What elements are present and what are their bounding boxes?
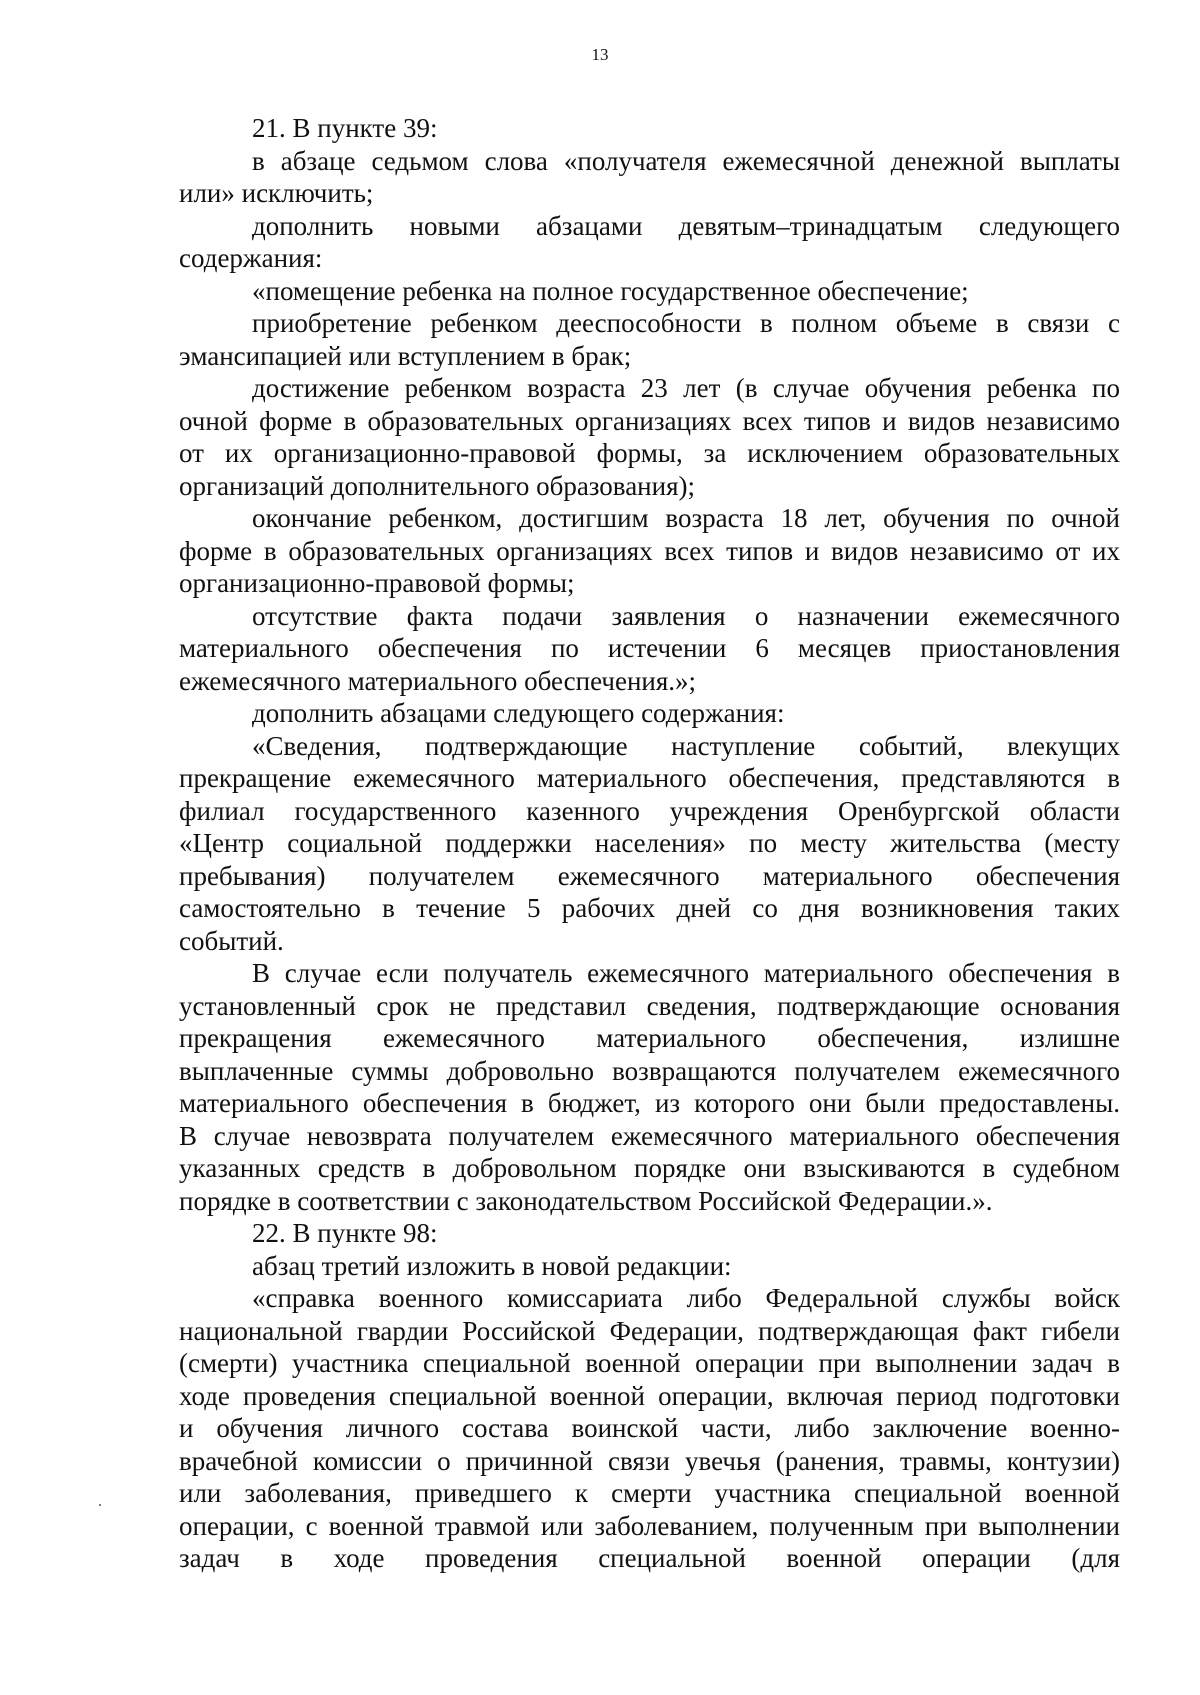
text-line: операции, с военной травмой или заболеванием, полученным при выполнении [179,1510,1120,1541]
text-line: в абзаце седьмом слова «получателя ежемесячной денежной выплаты [252,145,1120,176]
text-line: пребывания) получателем ежемесячного материального обеспечения [179,860,1120,891]
text-line: установленный срок не представил сведения, подтверждающие основания [179,990,1120,1021]
text-line: «помещение ребенка на полное государственное обеспечение; [252,275,969,306]
text-line: задач в ходе проведения специальной военной операции (для [179,1543,1120,1573]
document-body [179,112,1120,1575]
text-line: эмансипацией или вступлением в брак; [179,340,632,371]
text-line: приобретение ребенком дееспособности в полном объеме в связи с [252,308,1120,338]
text-line: окончание ребенком, достигшим возраста 18 лет, обучения по очной [252,503,1120,533]
text-line: «справка военного комиссариата либо Федеральной службы войск [252,1283,1120,1313]
paragraph-p-spravka [179,1282,1120,1575]
text-line: очной форме в образовательных организациях всех типов и видов независимо [179,405,1120,436]
text-line: ходе проведения специальной военной операции, включая период подготовки [179,1380,1120,1411]
text-line: абзац третий изложить в новой редакции: [252,1250,732,1281]
text-line: национальной гвардии Российской Федерации, подтверждающая факт гибели [179,1315,1120,1346]
paragraph-p-priobretenie [179,307,1120,372]
paragraph-p-okonchanie [179,502,1120,600]
text-line: материального обеспечения по истечении 6 месяцев приостановления [179,633,1120,663]
text-line: указанных средств в добровольном порядке они взыскиваются в судебном [179,1153,1120,1183]
text-line: В случае невозврата получателем ежемесячного материального обеспечения [179,1120,1120,1151]
text-line: форме в образовательных организациях всех типов и видов независимо от их [179,535,1120,566]
text-line: врачебной комиссии о причинной связи увечья (ранения, травмы, контузии) [179,1445,1120,1476]
text-line: порядке в соответствии с законодательством Российской Федерации.». [179,1185,993,1216]
paragraph-p-dostizhenie [179,372,1120,502]
paragraph-item-22-heading [179,1217,1120,1250]
paragraph-p-v-sluchae [179,957,1120,1217]
text-line: «Центр социальной поддержки населения» по месту жительства (месту [179,828,1120,858]
text-line: или заболевания, приведшего к смерти участника специальной военной [179,1478,1120,1508]
text-line: ежемесячного материального обеспечения.»; [179,665,697,696]
paragraph-p-abzac-tretiy [179,1250,1120,1283]
paragraph-p-abzac-sedmoy [179,145,1120,210]
text-line: дополнить новыми абзацами девятым–тринадцатым следующего [252,210,1120,241]
paragraph-p-otsutstvie [179,600,1120,698]
text-line: «Сведения, подтверждающие наступление событий, влекущих [252,730,1120,761]
scan-speck [99,1504,101,1506]
text-line: 21. В пункте 39: [252,113,438,143]
text-line: от их организационно-правовой формы, за исключением образовательных [179,438,1120,468]
text-line: 22. В пункте 98: [252,1218,438,1248]
text-line: организационно-правовой формы; [179,568,575,598]
text-line: (смерти) участника специальной военной операции при выполнении задач в [179,1348,1120,1378]
text-line: прекращения ежемесячного материального обеспечения, излишне [179,1023,1120,1053]
text-line: дополнить абзацами следующего содержания: [252,698,785,728]
paragraph-p-dopolnit-novymi [179,210,1120,275]
page-number: 13 [591,45,609,64]
text-line: достижение ребенком возраста 23 лет (в случае обучения ребенка по [252,373,1120,403]
paragraph-p-dopolnit-abzacami [179,697,1120,730]
text-line: В случае если получатель ежемесячного материального обеспечения в [252,958,1120,988]
paragraph-item-21-heading [179,112,1120,145]
text-line: организаций дополнительного образования); [179,470,695,501]
text-line: отсутствие факта подачи заявления о назначении ежемесячного [252,600,1120,631]
text-line: филиал государственного казенного учреждения Оренбургской области [179,795,1120,826]
text-line: материального обеспечения в бюджет, из которого они были предоставлены. [179,1088,1120,1118]
paragraph-p-svedeniya [179,730,1120,958]
text-line: и обучения личного состава воинской части, либо заключение военно- [179,1413,1120,1443]
text-line: событий. [179,925,284,956]
paragraph-p-pomeshchenie [179,275,1120,308]
text-line: прекращение ежемесячного материального обеспечения, представляются в [179,763,1120,793]
text-line: содержания: [179,243,323,273]
text-line: или» исключить; [179,178,374,208]
text-line: выплаченные суммы добровольно возвращаются получателем ежемесячного [179,1055,1120,1086]
text-line: самостоятельно в течение 5 рабочих дней со дня возникновения таких [179,893,1120,923]
